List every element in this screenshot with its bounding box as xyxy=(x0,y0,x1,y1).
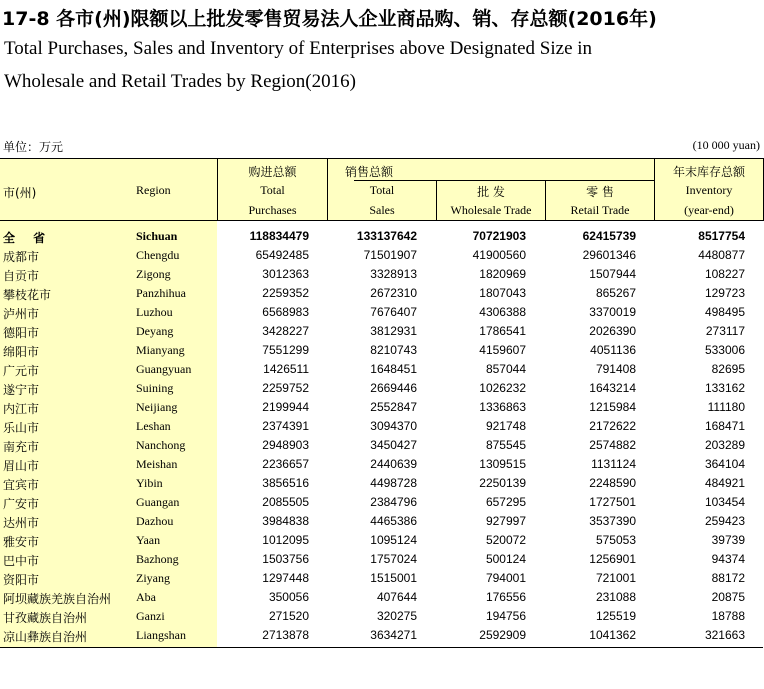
cell-sales: 3450427 xyxy=(370,438,417,452)
cell-inventory: 111180 xyxy=(707,400,745,414)
cell-inventory: 103454 xyxy=(704,495,745,509)
cell-wholesale: 194756 xyxy=(485,609,526,623)
row-name-en: Ganzi xyxy=(136,609,165,623)
cell-sales: 2672310 xyxy=(370,286,417,300)
cell-retail: 2026390 xyxy=(589,324,636,338)
row-name-cn: 泸州市 xyxy=(3,307,40,321)
header-purchases-cn: 购进总额 xyxy=(248,165,297,179)
cell-retail: 1215984 xyxy=(589,400,636,414)
row-name-cn: 绵阳市 xyxy=(3,345,40,359)
table-row-total xyxy=(0,227,763,246)
table-row xyxy=(0,284,763,303)
cell-inventory: 498495 xyxy=(704,305,745,319)
row-name-en: Aba xyxy=(136,590,156,604)
cell-inventory: 484921 xyxy=(704,476,745,490)
table-row xyxy=(0,436,763,455)
cell-retail: 125519 xyxy=(595,609,636,623)
row-name-en: Sichuan xyxy=(136,229,178,243)
table-row xyxy=(0,246,763,265)
cell-wholesale: 794001 xyxy=(485,571,526,585)
row-name-cn: 广元市 xyxy=(3,364,40,378)
table-row xyxy=(0,398,763,417)
cell-purchases: 3428227 xyxy=(262,324,309,338)
table-row xyxy=(0,455,763,474)
row-name-en: Leshan xyxy=(136,419,171,433)
cell-retail: 231088 xyxy=(595,590,636,604)
table-row xyxy=(0,265,763,284)
cell-inventory: 4480877 xyxy=(698,248,745,262)
cell-inventory: 88172 xyxy=(711,571,745,585)
table-top-rule xyxy=(0,158,763,159)
cell-retail: 865267 xyxy=(595,286,636,300)
cell-purchases: 6568983 xyxy=(262,305,309,319)
cell-purchases: 2236657 xyxy=(262,457,309,471)
table-row xyxy=(0,588,763,607)
cell-wholesale: 1026232 xyxy=(479,381,526,395)
cell-sales: 2384796 xyxy=(370,495,417,509)
header-inventory-en1: Inventory xyxy=(685,183,733,197)
cell-wholesale: 70721903 xyxy=(472,229,526,243)
cell-purchases: 7551299 xyxy=(262,343,309,357)
row-name-cn: 眉山市 xyxy=(3,459,40,473)
cell-wholesale: 1786541 xyxy=(479,324,526,338)
row-name-en: Panzhihua xyxy=(136,286,186,300)
cell-sales: 3328913 xyxy=(370,267,417,281)
row-name-cn: 攀枝花市 xyxy=(3,288,52,302)
header-sales-cn: 销售总额 xyxy=(345,165,394,179)
cell-sales: 1095124 xyxy=(370,533,417,547)
cell-wholesale: 857044 xyxy=(485,362,526,376)
row-name-cn: 德阳市 xyxy=(3,326,40,340)
table-bottom-rule xyxy=(0,647,763,648)
cell-purchases: 3856516 xyxy=(262,476,309,490)
cell-wholesale: 2592909 xyxy=(479,628,526,642)
row-name-cn: 广安市 xyxy=(3,497,40,511)
cell-inventory: 39739 xyxy=(711,533,745,547)
row-name-en: Ziyang xyxy=(136,571,170,585)
cell-purchases: 350056 xyxy=(268,590,309,604)
row-name-cn: 乐山市 xyxy=(3,421,40,435)
table-row xyxy=(0,626,763,645)
cell-purchases: 3012363 xyxy=(262,267,309,281)
cell-sales: 3094370 xyxy=(370,419,417,433)
cell-sales: 133137642 xyxy=(356,229,417,243)
table-row xyxy=(0,360,763,379)
row-name-en: Chengdu xyxy=(136,248,180,262)
cell-inventory: 203289 xyxy=(704,438,745,452)
cell-retail: 3370019 xyxy=(589,305,636,319)
cell-inventory: 18788 xyxy=(711,609,745,623)
row-name-cn: 自贡市 xyxy=(3,269,40,283)
header-retail-cn: 零 售 xyxy=(586,185,614,199)
cell-retail: 2172622 xyxy=(589,419,636,433)
row-name-en: Dazhou xyxy=(136,514,174,528)
cell-wholesale: 927997 xyxy=(485,514,526,528)
cell-purchases: 2199944 xyxy=(262,400,309,414)
row-name-en: Yaan xyxy=(136,533,161,547)
cell-inventory: 364104 xyxy=(704,457,745,471)
cell-inventory: 108227 xyxy=(704,267,745,281)
cell-purchases: 2374391 xyxy=(262,419,309,433)
row-name-cn: 凉山彝族自治州 xyxy=(3,630,88,644)
row-name-cn: 遂宁市 xyxy=(3,383,40,397)
cell-purchases: 2085505 xyxy=(262,495,309,509)
row-name-en: Deyang xyxy=(136,324,174,338)
header-purchases-en2: Purchases xyxy=(248,203,297,217)
row-name-cn: 全 省 xyxy=(3,231,53,245)
cell-retail: 2574882 xyxy=(589,438,636,452)
cell-retail: 62415739 xyxy=(582,229,636,243)
cell-inventory: 533006 xyxy=(704,343,745,357)
row-name-en: Mianyang xyxy=(136,343,185,357)
row-name-cn: 成都市 xyxy=(3,250,40,264)
page-title-en-line2: Wholesale and Retail Trades by Region(2016) xyxy=(4,71,356,92)
cell-purchases: 65492485 xyxy=(255,248,309,262)
cell-sales: 3634271 xyxy=(370,628,417,642)
cell-wholesale: 921748 xyxy=(485,419,526,433)
cell-wholesale: 657295 xyxy=(485,495,526,509)
cell-purchases: 271520 xyxy=(268,609,309,623)
table-row xyxy=(0,474,763,493)
cell-retail: 791408 xyxy=(595,362,636,376)
cell-inventory: 8517754 xyxy=(698,229,745,243)
table-row xyxy=(0,512,763,531)
cell-sales: 2669446 xyxy=(370,381,417,395)
cell-retail: 1041362 xyxy=(589,628,636,642)
row-name-en: Nanchong xyxy=(136,438,186,452)
cell-inventory: 133162 xyxy=(704,381,745,395)
table-row xyxy=(0,569,763,588)
table-row xyxy=(0,493,763,512)
cell-retail: 1507944 xyxy=(589,267,636,281)
cell-wholesale: 2250139 xyxy=(479,476,526,490)
unit-label-en: (10 000 yuan) xyxy=(692,138,760,152)
header-region-en: Region xyxy=(136,183,171,197)
table-row xyxy=(0,417,763,436)
row-name-en: Yibin xyxy=(136,476,163,490)
table-row xyxy=(0,322,763,341)
cell-wholesale: 4159607 xyxy=(479,343,526,357)
row-name-en: Zigong xyxy=(136,267,171,281)
cell-wholesale: 4306388 xyxy=(479,305,526,319)
row-name-en: Meishan xyxy=(136,457,178,471)
cell-wholesale: 1309515 xyxy=(479,457,526,471)
header-inventory-cn: 年末库存总额 xyxy=(672,165,745,179)
header-bottom-rule xyxy=(0,220,763,221)
cell-retail: 29601346 xyxy=(582,248,636,262)
cell-sales: 2440639 xyxy=(370,457,417,471)
cell-sales: 1757024 xyxy=(370,552,417,566)
cell-wholesale: 520072 xyxy=(485,533,526,547)
cell-retail: 721001 xyxy=(595,571,636,585)
cell-purchases: 2259752 xyxy=(262,381,309,395)
cell-purchases: 1297448 xyxy=(262,571,309,585)
row-name-en: Neijiang xyxy=(136,400,178,414)
cell-inventory: 273117 xyxy=(705,324,745,338)
cell-purchases: 2259352 xyxy=(262,286,309,300)
cell-inventory: 82695 xyxy=(711,362,745,376)
cell-sales: 407644 xyxy=(376,590,417,604)
cell-sales: 8210743 xyxy=(370,343,417,357)
table-row xyxy=(0,303,763,322)
unit-label-cn: 单位：万元 xyxy=(3,140,64,154)
row-name-cn: 达州市 xyxy=(3,516,40,530)
row-name-en: Luzhou xyxy=(136,305,173,319)
cell-retail: 1643214 xyxy=(589,381,636,395)
cell-retail: 1256901 xyxy=(589,552,636,566)
cell-sales: 7676407 xyxy=(370,305,417,319)
cell-wholesale: 176556 xyxy=(485,590,526,604)
cell-sales: 1648451 xyxy=(370,362,417,376)
page-title-cn: 17-8 各市(州)限额以上批发零售贸易法人企业商品购、销、存总额(2016年) xyxy=(2,8,657,30)
header-sales-en2: Sales xyxy=(369,203,395,217)
cell-retail: 4051136 xyxy=(590,343,636,357)
header-city-cn: 市(州) xyxy=(3,186,37,200)
row-name-en: Suining xyxy=(136,381,174,395)
cell-inventory: 20875 xyxy=(711,590,745,604)
header-wholesale-en: Wholesale Trade xyxy=(450,203,532,217)
row-name-en: Liangshan xyxy=(136,628,186,642)
cell-inventory: 129723 xyxy=(704,286,745,300)
row-name-cn: 雅安市 xyxy=(3,535,40,549)
row-name-cn: 南充市 xyxy=(3,440,40,454)
cell-wholesale: 1820969 xyxy=(479,267,526,281)
cell-purchases: 1012095 xyxy=(262,533,309,547)
row-name-cn: 阿坝藏族羌族自治州 xyxy=(3,592,112,606)
page-title-en-line1: Total Purchases, Sales and Inventory of Enterprises above Designated Size in xyxy=(4,38,593,59)
cell-sales: 1515001 xyxy=(370,571,417,585)
cell-sales: 71501907 xyxy=(363,248,417,262)
cell-wholesale: 500124 xyxy=(485,552,526,566)
row-name-cn: 资阳市 xyxy=(3,573,40,587)
header-retail-en: Retail Trade xyxy=(570,203,630,217)
cell-retail: 2248590 xyxy=(589,476,636,490)
cell-retail: 3537390 xyxy=(589,514,636,528)
cell-sales: 4465386 xyxy=(370,514,417,528)
cell-wholesale: 875545 xyxy=(485,438,526,452)
header-inventory-en2: (year-end) xyxy=(684,203,734,217)
cell-sales: 3812931 xyxy=(370,324,417,338)
cell-inventory: 168471 xyxy=(704,419,745,433)
header-wholesale-cn: 批 发 xyxy=(477,185,505,199)
row-name-cn: 宜宾市 xyxy=(3,478,40,492)
cell-sales: 4498728 xyxy=(370,476,417,490)
cell-inventory: 321663 xyxy=(704,628,745,642)
table-row xyxy=(0,531,763,550)
header-purchases-en1: Total xyxy=(260,183,285,197)
table-row xyxy=(0,341,763,360)
row-name-cn: 内江市 xyxy=(3,402,40,416)
cell-purchases: 2948903 xyxy=(262,438,309,452)
table-row xyxy=(0,607,763,626)
cell-sales: 320275 xyxy=(376,609,417,623)
cell-purchases: 3984838 xyxy=(262,514,309,528)
cell-wholesale: 41900560 xyxy=(472,248,526,262)
cell-purchases: 1503756 xyxy=(262,552,309,566)
cell-retail: 575053 xyxy=(595,533,636,547)
cell-purchases: 2713878 xyxy=(262,628,309,642)
cell-retail: 1727501 xyxy=(589,495,636,509)
cell-inventory: 259423 xyxy=(704,514,745,528)
header-sales-en1: Total xyxy=(369,183,395,197)
row-name-cn: 甘孜藏族自治州 xyxy=(3,611,88,625)
row-name-en: Guangan xyxy=(136,495,180,509)
row-name-cn: 巴中市 xyxy=(3,554,40,568)
cell-sales: 2552847 xyxy=(370,400,417,414)
table-row xyxy=(0,550,763,569)
row-name-en: Guangyuan xyxy=(136,362,192,376)
sales-sub-rule xyxy=(354,180,654,181)
cell-retail: 1131124 xyxy=(591,457,636,471)
row-name-en: Bazhong xyxy=(136,552,179,566)
cell-purchases: 1426511 xyxy=(263,362,309,376)
table-row xyxy=(0,379,763,398)
cell-wholesale: 1807043 xyxy=(479,286,526,300)
cell-purchases: 118834479 xyxy=(249,229,309,243)
cell-inventory: 94374 xyxy=(711,552,745,566)
cell-wholesale: 1336863 xyxy=(479,400,526,414)
